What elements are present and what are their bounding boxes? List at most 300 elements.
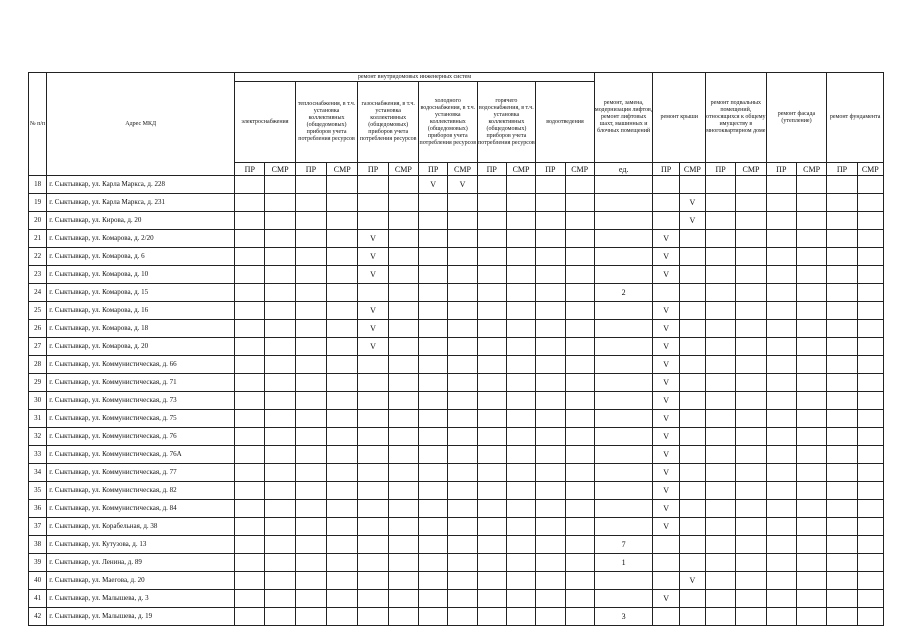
cell-roof-smr xyxy=(679,428,705,446)
cell-dr-pr xyxy=(536,302,565,320)
cell-dr-smr xyxy=(565,536,594,554)
cell-el-smr xyxy=(265,374,295,392)
header-foundation: ремонт фундамента xyxy=(827,73,884,163)
cell-cw-smr xyxy=(448,302,477,320)
cell-roof-pr: V xyxy=(653,590,679,608)
cell-gas-smr xyxy=(388,572,418,590)
cell-cw-pr xyxy=(419,608,448,626)
cell-el-smr xyxy=(265,446,295,464)
cell-hw-smr xyxy=(506,500,535,518)
cell-gas-smr xyxy=(388,284,418,302)
cell-fac-smr xyxy=(796,428,826,446)
cell-gas-smr xyxy=(388,554,418,572)
cell-dr-pr xyxy=(536,194,565,212)
cell-cw-smr xyxy=(448,194,477,212)
cell-roof-smr xyxy=(679,302,705,320)
cell-fnd-smr xyxy=(857,428,883,446)
cell-hw-pr xyxy=(477,482,506,500)
cell-cw-pr xyxy=(419,446,448,464)
cell-hw-pr xyxy=(477,320,506,338)
cell-cw-pr xyxy=(419,194,448,212)
cell-cw-smr xyxy=(448,266,477,284)
cell-roof-smr: V xyxy=(679,212,705,230)
cell-heat-pr xyxy=(295,248,326,266)
cell-heat-smr xyxy=(327,248,358,266)
cell-roof-pr: V xyxy=(653,356,679,374)
cell-roof-smr: V xyxy=(679,572,705,590)
cell-hw-smr xyxy=(506,374,535,392)
cell-gas-pr xyxy=(358,446,388,464)
subheader-smr-20: СМР xyxy=(857,163,883,176)
cell-el-pr xyxy=(235,500,265,518)
header-roof: ремонт крыши xyxy=(653,73,706,163)
cell-base-smr xyxy=(736,356,766,374)
cell-hw-pr xyxy=(477,194,506,212)
cell-hw-pr xyxy=(477,572,506,590)
cell-gas-pr: V xyxy=(358,302,388,320)
table-row xyxy=(29,500,884,518)
cell-hw-pr xyxy=(477,500,506,518)
cell-gas-pr xyxy=(358,518,388,536)
cell-cw-pr xyxy=(419,500,448,518)
cell-fac-smr xyxy=(796,320,826,338)
row-address: г. Сыктывкар, ул. Комарова, д. 2/20 xyxy=(47,230,235,248)
row-number: 25 xyxy=(29,302,47,320)
cell-roof-pr: V xyxy=(653,302,679,320)
cell-fnd-pr xyxy=(827,212,857,230)
row-address: г. Сыктывкар, ул. Маегова, д. 20 xyxy=(47,572,235,590)
row-address: г. Сыктывкар, ул. Комарова, д. 18 xyxy=(47,320,235,338)
cell-base-smr xyxy=(736,518,766,536)
cell-fnd-pr xyxy=(827,500,857,518)
subheader-smr-5: СМР xyxy=(388,163,418,176)
table-row xyxy=(29,338,884,356)
cell-dr-smr xyxy=(565,590,594,608)
cell-roof-pr: V xyxy=(653,338,679,356)
cell-roof-smr xyxy=(679,266,705,284)
cell-hw-pr xyxy=(477,374,506,392)
header-gas: газоснабжения, в т.ч. установка коллективных (общедомовых) приборов учета потребления ресурсов xyxy=(358,82,419,163)
cell-hw-pr xyxy=(477,536,506,554)
cell-fnd-pr xyxy=(827,230,857,248)
cell-hw-pr xyxy=(477,176,506,194)
cell-gas-pr xyxy=(358,410,388,428)
subheader-pr-19: ПР xyxy=(827,163,857,176)
cell-heat-pr xyxy=(295,518,326,536)
cell-el-smr xyxy=(265,410,295,428)
row-address: г. Сыктывкар, ул. Коммунистическая, д. 76 xyxy=(47,428,235,446)
row-address: г. Сыктывкар, ул. Комарова, д. 16 xyxy=(47,302,235,320)
table-row xyxy=(29,536,884,554)
cell-base-pr xyxy=(706,284,736,302)
cell-hw-pr xyxy=(477,428,506,446)
cell-heat-pr xyxy=(295,194,326,212)
cell-cw-smr xyxy=(448,284,477,302)
cell-el-pr xyxy=(235,482,265,500)
cell-dr-smr xyxy=(565,194,594,212)
cell-dr-smr xyxy=(565,572,594,590)
cell-roof-smr xyxy=(679,608,705,626)
cell-heat-smr xyxy=(327,518,358,536)
cell-fac-smr xyxy=(796,590,826,608)
cell-heat-smr xyxy=(327,554,358,572)
cell-lift: 2 xyxy=(594,284,653,302)
cell-gas-smr xyxy=(388,230,418,248)
cell-heat-pr xyxy=(295,392,326,410)
cell-fnd-pr xyxy=(827,446,857,464)
cell-gas-smr xyxy=(388,194,418,212)
cell-heat-pr xyxy=(295,500,326,518)
cell-fac-smr xyxy=(796,230,826,248)
cell-dr-pr xyxy=(536,356,565,374)
cell-el-pr xyxy=(235,212,265,230)
cell-gas-pr xyxy=(358,554,388,572)
cell-hw-pr xyxy=(477,230,506,248)
cell-fac-pr xyxy=(766,320,796,338)
cell-base-smr xyxy=(736,266,766,284)
table-row xyxy=(29,518,884,536)
cell-hw-smr xyxy=(506,194,535,212)
cell-gas-smr xyxy=(388,392,418,410)
cell-fac-pr xyxy=(766,356,796,374)
cell-fac-smr xyxy=(796,284,826,302)
cell-el-smr xyxy=(265,392,295,410)
row-number: 18 xyxy=(29,176,47,194)
cell-roof-smr xyxy=(679,536,705,554)
cell-base-pr xyxy=(706,482,736,500)
cell-fac-smr xyxy=(796,176,826,194)
row-number: 26 xyxy=(29,320,47,338)
cell-roof-smr xyxy=(679,374,705,392)
row-number: 37 xyxy=(29,518,47,536)
cell-fac-pr xyxy=(766,302,796,320)
row-address: г. Сыктывкар, ул. Карла Маркса, д. 231 xyxy=(47,194,235,212)
cell-el-smr xyxy=(265,536,295,554)
cell-base-smr xyxy=(736,554,766,572)
cell-dr-pr xyxy=(536,590,565,608)
cell-gas-pr xyxy=(358,482,388,500)
cell-fnd-smr xyxy=(857,338,883,356)
cell-cw-pr xyxy=(419,374,448,392)
cell-hw-smr xyxy=(506,338,535,356)
cell-el-pr xyxy=(235,608,265,626)
cell-el-smr xyxy=(265,266,295,284)
cell-fnd-pr xyxy=(827,194,857,212)
cell-cw-pr xyxy=(419,212,448,230)
cell-cw-smr xyxy=(448,608,477,626)
row-number: 39 xyxy=(29,554,47,572)
cell-lift xyxy=(594,320,653,338)
cell-hw-pr xyxy=(477,302,506,320)
cell-cw-smr xyxy=(448,392,477,410)
cell-dr-smr xyxy=(565,176,594,194)
cell-gas-pr xyxy=(358,194,388,212)
table-row xyxy=(29,572,884,590)
cell-roof-pr: V xyxy=(653,428,679,446)
cell-heat-pr xyxy=(295,464,326,482)
row-address: г. Сыктывкар, ул. Комарова, д. 15 xyxy=(47,284,235,302)
cell-dr-smr xyxy=(565,482,594,500)
cell-el-pr xyxy=(235,392,265,410)
cell-heat-pr xyxy=(295,176,326,194)
cell-gas-pr xyxy=(358,572,388,590)
row-address: г. Сыктывкар, ул. Малышева, д. 3 xyxy=(47,590,235,608)
row-number: 22 xyxy=(29,248,47,266)
cell-gas-smr xyxy=(388,428,418,446)
cell-base-pr xyxy=(706,500,736,518)
cell-el-pr xyxy=(235,590,265,608)
cell-heat-smr xyxy=(327,500,358,518)
cell-base-smr xyxy=(736,410,766,428)
cell-hw-smr xyxy=(506,446,535,464)
subheader-smr-1: СМР xyxy=(265,163,295,176)
cell-base-pr xyxy=(706,248,736,266)
cell-fnd-smr xyxy=(857,284,883,302)
cell-dr-smr xyxy=(565,500,594,518)
cell-base-smr xyxy=(736,248,766,266)
cell-hw-pr xyxy=(477,356,506,374)
cell-fnd-smr xyxy=(857,212,883,230)
cell-fac-smr xyxy=(796,302,826,320)
cell-cw-smr xyxy=(448,572,477,590)
row-number: 32 xyxy=(29,428,47,446)
cell-base-pr xyxy=(706,230,736,248)
cell-dr-smr xyxy=(565,392,594,410)
subheader-smr-11: СМР xyxy=(565,163,594,176)
row-number: 27 xyxy=(29,338,47,356)
cell-fac-smr xyxy=(796,266,826,284)
subheader-pr-8: ПР xyxy=(477,163,506,176)
cell-dr-smr xyxy=(565,302,594,320)
cell-lift xyxy=(594,248,653,266)
cell-hw-smr xyxy=(506,536,535,554)
cell-base-pr xyxy=(706,194,736,212)
cell-hw-pr xyxy=(477,464,506,482)
cell-gas-smr xyxy=(388,500,418,518)
cell-cw-smr xyxy=(448,410,477,428)
cell-heat-pr xyxy=(295,320,326,338)
table-row xyxy=(29,464,884,482)
row-number: 36 xyxy=(29,500,47,518)
cell-gas-pr: V xyxy=(358,266,388,284)
cell-base-pr xyxy=(706,266,736,284)
cell-roof-pr: V xyxy=(653,446,679,464)
header-hot-water: горячего водоснабжения, в т.ч. установка коллективных (общедомовых) приборов учета потребления ресурсов xyxy=(477,82,536,163)
cell-fnd-pr xyxy=(827,410,857,428)
cell-hw-smr xyxy=(506,482,535,500)
cell-base-smr xyxy=(736,482,766,500)
row-address: г. Сыктывкар, ул. Кутузова, д. 13 xyxy=(47,536,235,554)
cell-gas-smr xyxy=(388,212,418,230)
cell-gas-smr xyxy=(388,356,418,374)
subheader-pr-13: ПР xyxy=(653,163,679,176)
cell-el-smr xyxy=(265,428,295,446)
cell-el-smr xyxy=(265,230,295,248)
header-address: Адрес МКД xyxy=(47,73,235,176)
cell-dr-smr xyxy=(565,464,594,482)
cell-fnd-pr xyxy=(827,572,857,590)
cell-roof-smr xyxy=(679,554,705,572)
table-row xyxy=(29,194,884,212)
cell-fnd-smr xyxy=(857,266,883,284)
cell-heat-smr xyxy=(327,302,358,320)
cell-cw-smr: V xyxy=(448,176,477,194)
cell-fac-smr xyxy=(796,500,826,518)
cell-cw-pr: V xyxy=(419,176,448,194)
cell-base-pr xyxy=(706,446,736,464)
cell-fnd-smr xyxy=(857,572,883,590)
cell-roof-pr: V xyxy=(653,392,679,410)
cell-el-smr xyxy=(265,464,295,482)
cell-el-pr xyxy=(235,230,265,248)
cell-hw-smr xyxy=(506,356,535,374)
cell-heat-pr xyxy=(295,482,326,500)
cell-fac-pr xyxy=(766,428,796,446)
table-row xyxy=(29,554,884,572)
header-cold-water: холодного водоснабжения, в т.ч. установка коллективных (общедомовых) приборов учета потребления ресурсов xyxy=(419,82,478,163)
cell-base-pr xyxy=(706,572,736,590)
cell-roof-smr xyxy=(679,590,705,608)
cell-el-smr xyxy=(265,608,295,626)
cell-cw-pr xyxy=(419,464,448,482)
subheader-smr-3: СМР xyxy=(327,163,358,176)
cell-fnd-pr xyxy=(827,392,857,410)
cell-fnd-smr xyxy=(857,320,883,338)
row-number: 31 xyxy=(29,410,47,428)
cell-roof-pr xyxy=(653,536,679,554)
cell-base-smr xyxy=(736,446,766,464)
cell-fnd-pr xyxy=(827,284,857,302)
cell-fac-pr xyxy=(766,230,796,248)
cell-heat-smr xyxy=(327,230,358,248)
cell-hw-smr xyxy=(506,248,535,266)
cell-dr-pr xyxy=(536,320,565,338)
cell-lift: 7 xyxy=(594,536,653,554)
cell-heat-smr xyxy=(327,266,358,284)
cell-dr-pr xyxy=(536,374,565,392)
table-row xyxy=(29,410,884,428)
cell-cw-pr xyxy=(419,572,448,590)
cell-el-pr xyxy=(235,176,265,194)
cell-gas-pr: V xyxy=(358,248,388,266)
cell-roof-pr: V xyxy=(653,410,679,428)
cell-lift: 3 xyxy=(594,608,653,626)
cell-hw-smr xyxy=(506,284,535,302)
cell-gas-pr: V xyxy=(358,338,388,356)
cell-el-smr xyxy=(265,500,295,518)
cell-base-pr xyxy=(706,320,736,338)
cell-fac-pr xyxy=(766,266,796,284)
cell-fnd-pr xyxy=(827,320,857,338)
cell-fac-smr xyxy=(796,572,826,590)
cell-el-smr xyxy=(265,302,295,320)
subheader-pr-0: ПР xyxy=(235,163,265,176)
cell-hw-pr xyxy=(477,608,506,626)
row-address: г. Сыктывкар, ул. Коммунистическая, д. 71 xyxy=(47,374,235,392)
cell-cw-smr xyxy=(448,356,477,374)
cell-base-pr xyxy=(706,356,736,374)
cell-el-pr xyxy=(235,338,265,356)
cell-lift xyxy=(594,302,653,320)
cell-hw-pr xyxy=(477,392,506,410)
cell-dr-pr xyxy=(536,518,565,536)
cell-cw-pr xyxy=(419,428,448,446)
cell-fac-pr xyxy=(766,446,796,464)
cell-hw-smr xyxy=(506,266,535,284)
cell-base-smr xyxy=(736,536,766,554)
cell-lift xyxy=(594,356,653,374)
cell-fac-pr xyxy=(766,338,796,356)
row-address: г. Сыктывкар, ул. Коммунистическая, д. 66 xyxy=(47,356,235,374)
cell-heat-smr xyxy=(327,338,358,356)
subheader-smr-18: СМР xyxy=(796,163,826,176)
cell-dr-smr xyxy=(565,518,594,536)
cell-lift xyxy=(594,392,653,410)
cell-lift xyxy=(594,266,653,284)
cell-el-pr xyxy=(235,356,265,374)
cell-heat-smr xyxy=(327,284,358,302)
cell-gas-smr xyxy=(388,320,418,338)
cell-hw-pr xyxy=(477,248,506,266)
cell-hw-pr xyxy=(477,212,506,230)
subheader-unit-12: ед. xyxy=(594,163,653,176)
cell-heat-smr xyxy=(327,320,358,338)
cell-fac-smr xyxy=(796,536,826,554)
cell-fac-pr xyxy=(766,608,796,626)
cell-el-smr xyxy=(265,194,295,212)
cell-el-pr xyxy=(235,266,265,284)
cell-heat-smr xyxy=(327,374,358,392)
cell-fac-pr xyxy=(766,464,796,482)
cell-base-smr xyxy=(736,230,766,248)
cell-dr-pr xyxy=(536,410,565,428)
cell-gas-smr xyxy=(388,266,418,284)
cell-gas-pr xyxy=(358,428,388,446)
cell-el-smr xyxy=(265,212,295,230)
row-address: г. Сыктывкар, ул. Комарова, д. 10 xyxy=(47,266,235,284)
cell-el-smr xyxy=(265,176,295,194)
cell-base-pr xyxy=(706,212,736,230)
cell-roof-smr xyxy=(679,320,705,338)
cell-roof-smr xyxy=(679,482,705,500)
cell-fac-smr xyxy=(796,356,826,374)
cell-cw-pr xyxy=(419,518,448,536)
cell-fnd-pr xyxy=(827,356,857,374)
cell-dr-smr xyxy=(565,248,594,266)
cell-roof-smr xyxy=(679,446,705,464)
cell-cw-pr xyxy=(419,338,448,356)
cell-roof-pr: V xyxy=(653,482,679,500)
cell-el-pr xyxy=(235,374,265,392)
cell-gas-smr xyxy=(388,302,418,320)
cell-el-pr xyxy=(235,446,265,464)
cell-gas-smr xyxy=(388,176,418,194)
header-internal-systems: ремонт внутридомовых инженерных систем xyxy=(235,73,595,82)
row-address: г. Сыктывкар, ул. Комарова, д. 20 xyxy=(47,338,235,356)
subheader-pr-2: ПР xyxy=(295,163,326,176)
cell-roof-smr xyxy=(679,248,705,266)
cell-cw-smr xyxy=(448,230,477,248)
cell-el-smr xyxy=(265,248,295,266)
cell-base-smr xyxy=(736,392,766,410)
cell-el-pr xyxy=(235,194,265,212)
cell-fac-pr xyxy=(766,284,796,302)
row-address: г. Сыктывкар, ул. Кирова, д. 20 xyxy=(47,212,235,230)
cell-el-pr xyxy=(235,410,265,428)
cell-dr-smr xyxy=(565,428,594,446)
cell-gas-smr xyxy=(388,374,418,392)
cell-fac-smr xyxy=(796,482,826,500)
